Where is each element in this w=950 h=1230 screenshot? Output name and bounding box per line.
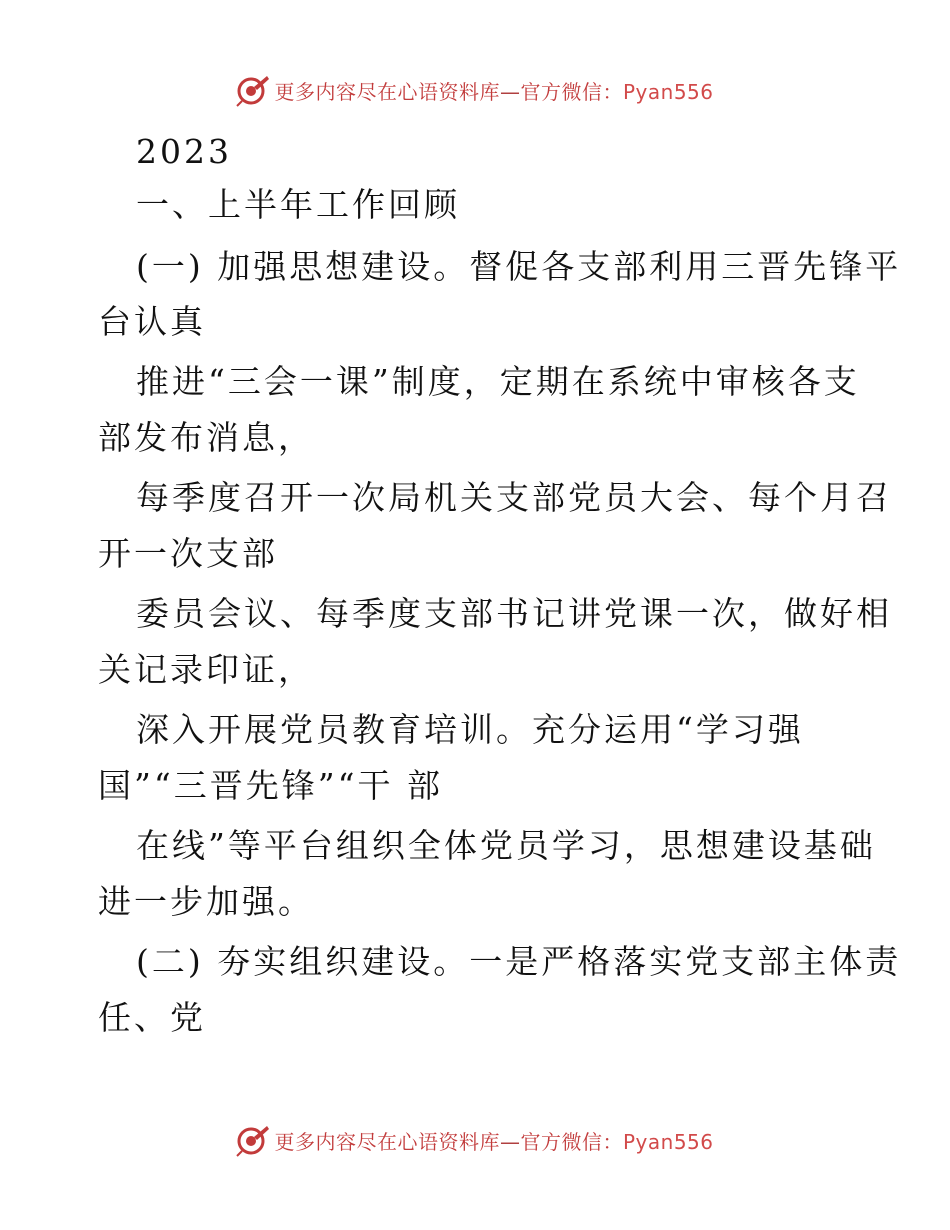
paragraph-line: 深入开展党员教育培训。充分运用“学习强 [136,710,804,749]
paragraph-line: 任、党 [98,998,206,1037]
section-heading: 一、上半年工作回顾 [136,185,460,224]
watermark-separator: — [499,1129,521,1154]
header-watermark [0,70,950,110]
paragraph-line: 委员会议、每季度支部书记讲党课一次，做好相 [136,594,892,633]
watermark-wechat-id: Pyan556 [622,79,714,104]
doc-year: 2023 [136,132,232,171]
brush-seal-logo-icon [236,73,270,107]
paragraph-line: (一) 加强思想建设。督促各支部利用三晋先锋平 [136,247,902,286]
watermark-wechat-label: 官方微信： [520,1129,623,1154]
paragraph-line: 开一次支部 [98,534,278,573]
paragraph-line: 部发布消息， [98,418,314,457]
watermark-text [274,76,713,105]
watermark-separator: — [499,79,521,104]
paragraph-line: 推进“三会一课”制度，定期在系统中审核各支 [136,362,860,401]
paragraph-line: 进一步加强。 [98,882,314,921]
paragraph-line: 每季度召开一次局机关支部党员大会、每个月召 [136,478,892,517]
watermark-brand: 更多内容尽在心语资料库 [274,79,500,104]
paragraph-line: 关记录印证， [98,650,314,689]
watermark-wechat-label: 官方微信： [520,79,623,104]
paragraph-line: (二) 夯实组织建设。一是严格落实党支部主体责 [136,942,902,981]
footer-watermark [0,1120,950,1160]
paragraph-line: 国”“三晋先锋”“干 部 [98,766,443,805]
watermark-wechat-id: Pyan556 [622,1129,714,1154]
brush-seal-logo-icon [236,1123,270,1157]
watermark-brand: 更多内容尽在心语资料库 [274,1129,500,1154]
paragraph-line: 在线”等平台组织全体党员学习，思想建设基础 [136,826,876,865]
paragraph-line: 台认真 [98,302,206,341]
watermark-text [274,1126,713,1155]
